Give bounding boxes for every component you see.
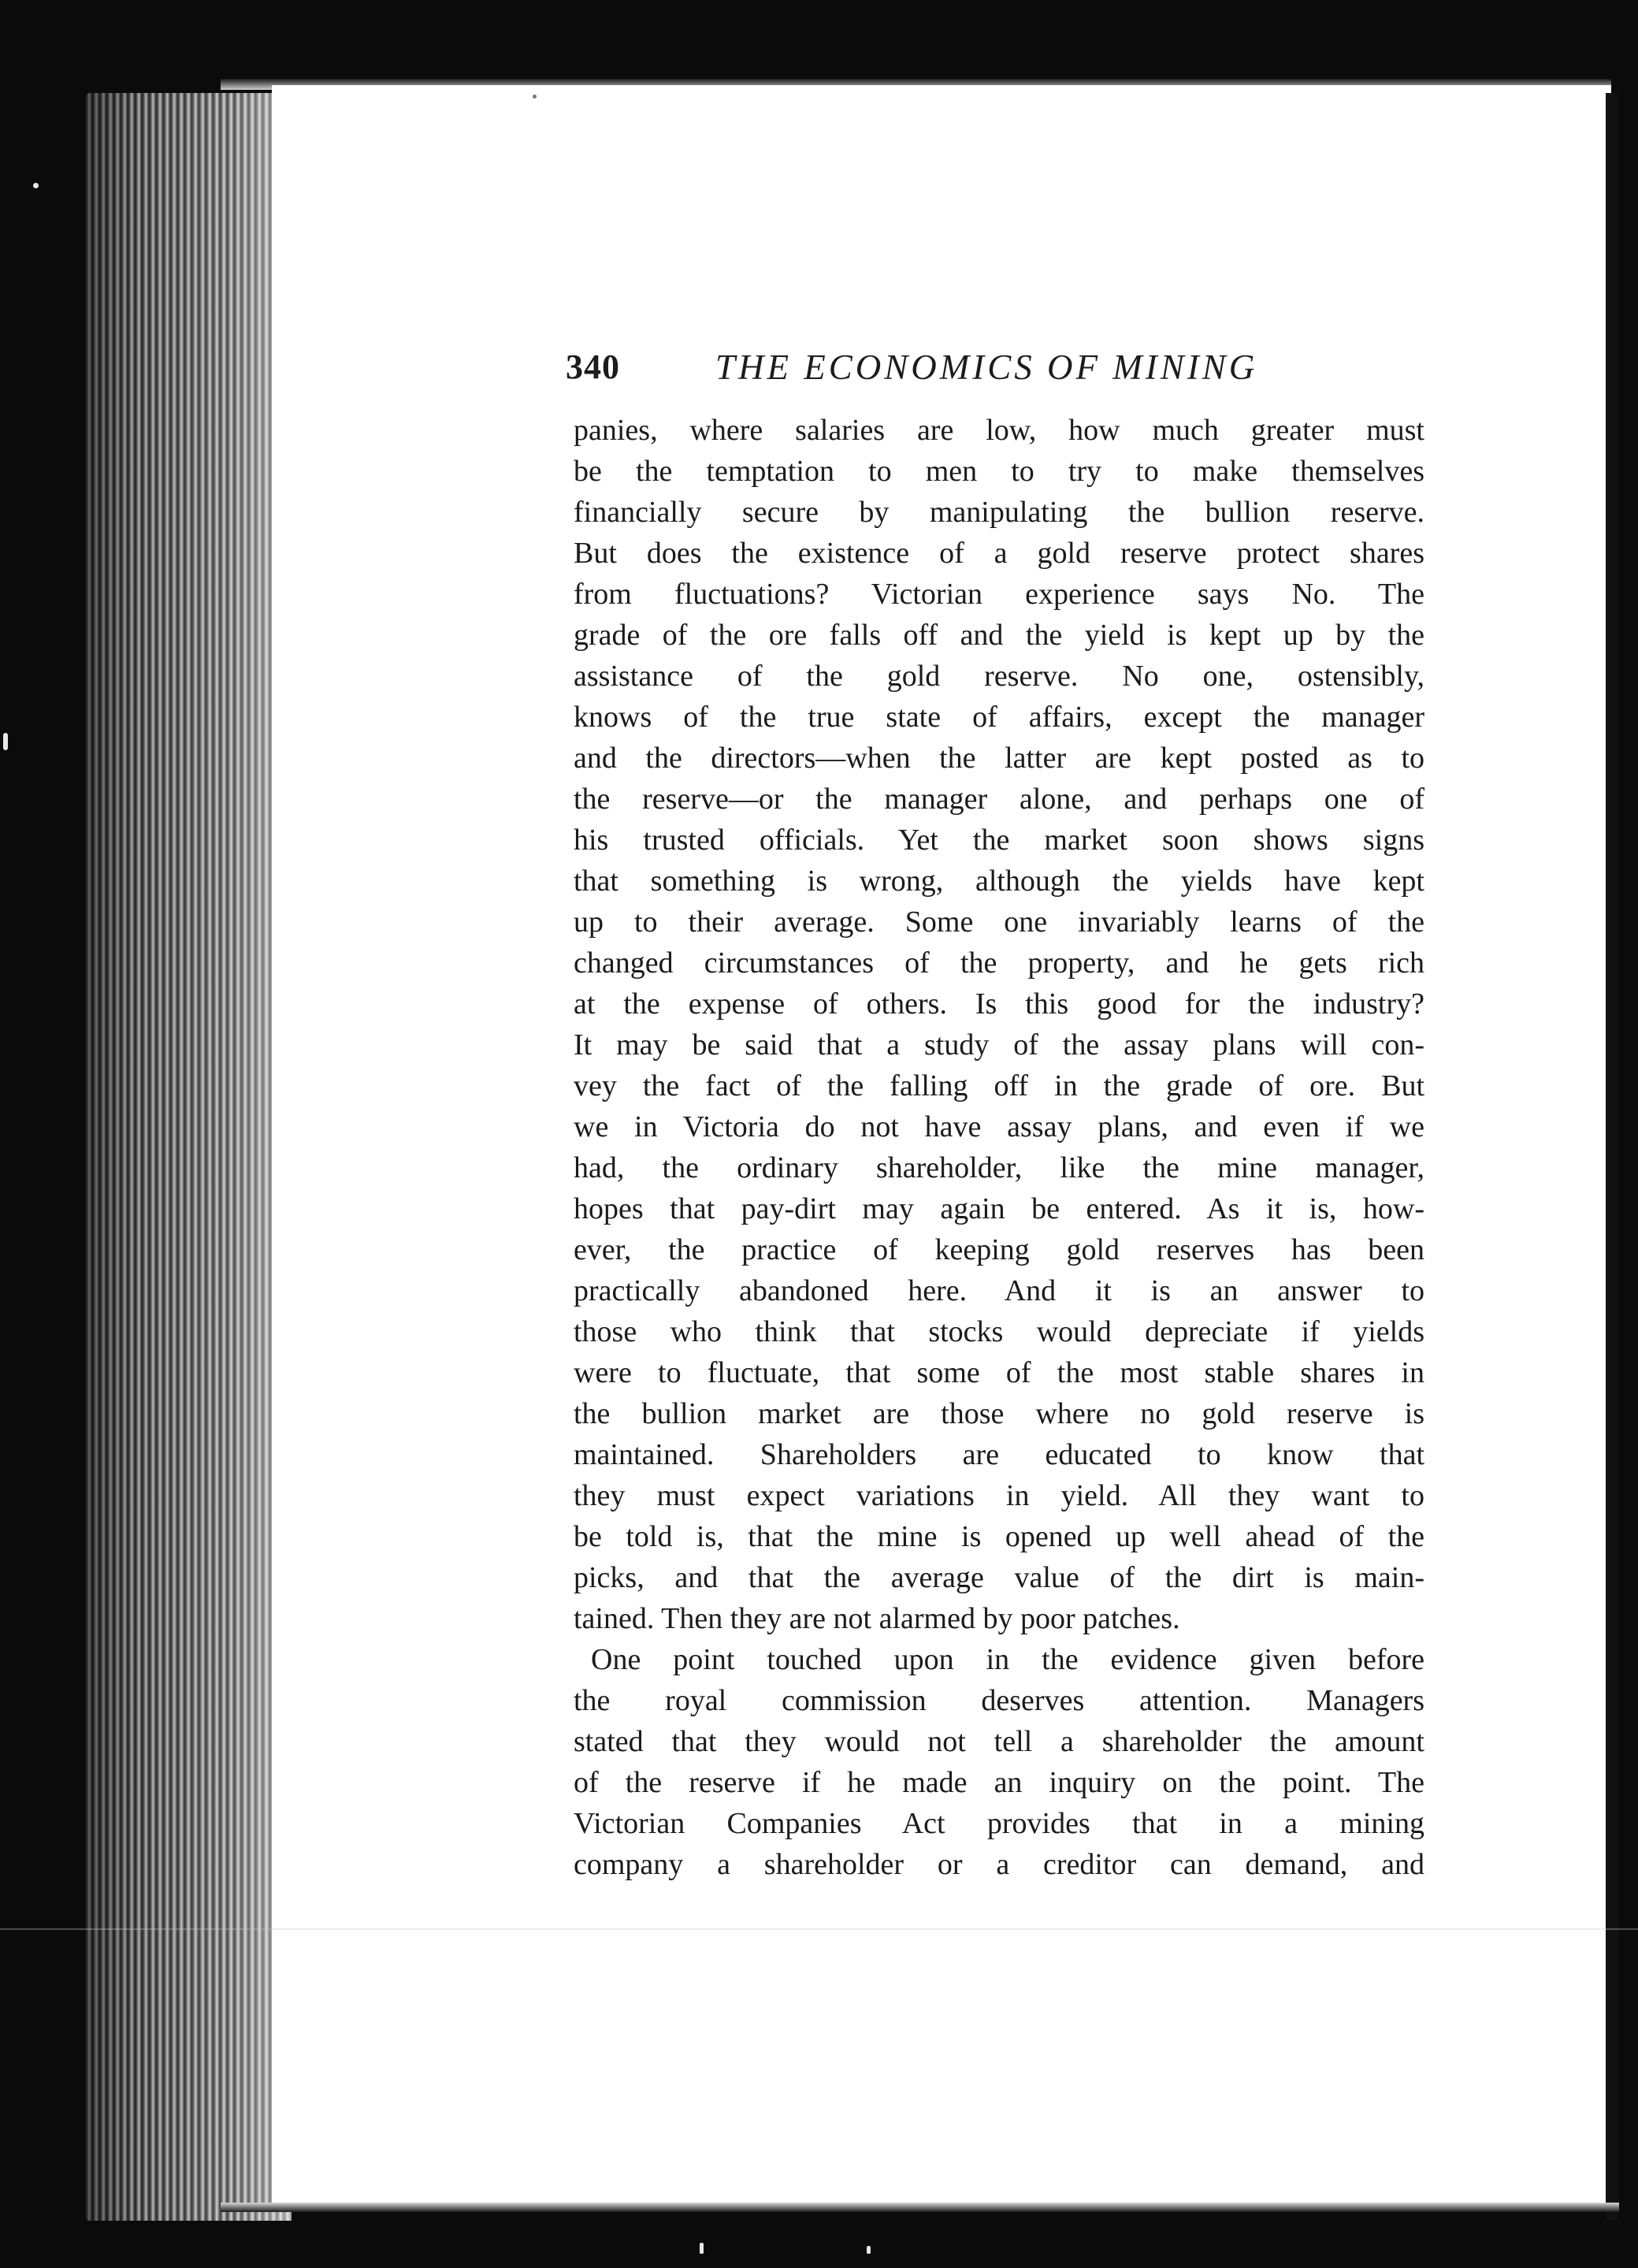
body-text [574, 410, 1424, 1885]
text-line: picks, and that the average value of the dirt is main- [574, 1561, 1424, 1594]
text-line: company a shareholder or a creditor can demand, and [574, 1848, 1424, 1881]
paragraph [574, 410, 1424, 1639]
text-line: knows of the true state of affairs, except the manager [574, 701, 1424, 734]
running-title: THE ECONOMICS OF MINING [715, 348, 1258, 387]
text-line: that something is wrong, although the yields have kept [574, 864, 1424, 898]
text-line: be told is, that the mine is opened up well ahead of the [574, 1520, 1424, 1553]
text-line: changed circumstances of the property, and he gets rich [574, 946, 1424, 980]
dust-speck [867, 2246, 871, 2254]
text-line: stated that they would not tell a shareholder the amount [574, 1725, 1424, 1758]
text-line: be the temptation to men to try to make themselves [574, 455, 1424, 488]
page-number: 340 [566, 348, 620, 386]
text-line: It may be said that a study of the assay plans will con- [574, 1028, 1424, 1061]
page-bottom-edge [221, 2203, 1619, 2212]
book-page-edges [85, 93, 292, 2221]
text-line: they must expect variations in yield. All they want to [574, 1479, 1424, 1512]
running-header [566, 347, 1275, 394]
text-line: were to fluctuate, that some of the most stable shares in [574, 1356, 1424, 1389]
text-line: up to their average. Some one invariably learns of the [574, 905, 1424, 939]
text-line: the bullion market are those where no gold reserve is [574, 1397, 1424, 1430]
text-line: the reserve—or the manager alone, and perhaps one of [574, 783, 1424, 816]
text-line: ever, the practice of keeping gold reserves has been [574, 1233, 1424, 1266]
paragraph [574, 1639, 1424, 1885]
text-line: panies, where salaries are low, how much greater must [574, 414, 1424, 447]
dust-speck [33, 183, 39, 188]
text-line: and the directors—when the latter are kept posted as to [574, 742, 1424, 775]
book-right-edge [1606, 93, 1618, 2221]
text-line: financially secure by manipulating the bullion reserve. [574, 496, 1424, 529]
text-line: But does the existence of a gold reserve protect shares [574, 537, 1424, 570]
text-line: maintained. Shareholders are educated to know that [574, 1438, 1424, 1471]
dust-speck [700, 2243, 704, 2254]
text-line: at the expense of others. Is this good for the industry? [574, 987, 1424, 1021]
text-line: One point touched upon in the evidence given before [591, 1643, 1424, 1676]
text-line: those who think that stocks would depreciate if yields [574, 1315, 1424, 1348]
text-line: grade of the ore falls off and the yield is kept up by the [574, 619, 1424, 652]
dust-speck [3, 733, 8, 750]
text-line: from fluctuations? Victorian experience says No. The [574, 578, 1424, 611]
text-line: assistance of the gold reserve. No one, ostensibly, [574, 660, 1424, 693]
text-line: practically abandoned here. And it is an answer to [574, 1274, 1424, 1307]
text-line: vey the fact of the falling off in the grade of ore. But [574, 1069, 1424, 1102]
text-line: the royal commission deserves attention. Managers [574, 1684, 1424, 1717]
scan-artifact-line [0, 1928, 1638, 1930]
dust-speck [533, 95, 537, 99]
text-line: of the reserve if he made an inquiry on the point. The [574, 1766, 1424, 1799]
text-line: hopes that pay-dirt may again be entered. As it is, how- [574, 1192, 1424, 1225]
text-line: had, the ordinary shareholder, like the mine manager, [574, 1151, 1424, 1184]
text-line: we in Victoria do not have assay plans, and even if we [574, 1110, 1424, 1143]
text-line: tained. Then they are not alarmed by poor patches. [574, 1602, 1180, 1635]
text-line: Victorian Companies Act provides that in a mining [574, 1807, 1424, 1840]
text-line: his trusted officials. Yet the market soon shows signs [574, 824, 1424, 857]
